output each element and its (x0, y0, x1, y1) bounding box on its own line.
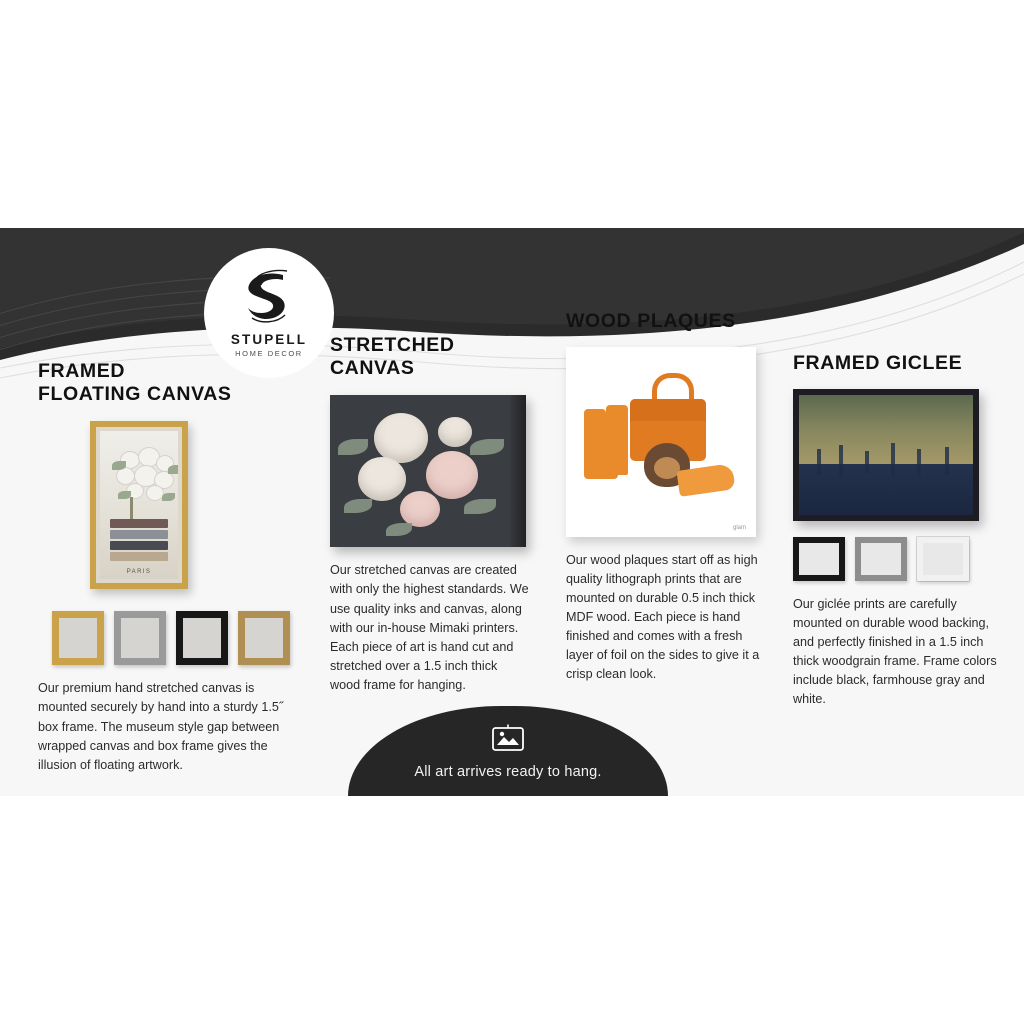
section-framed-floating-canvas (38, 360, 300, 775)
artwork-signature: glam (732, 524, 746, 531)
section-title-line2: CANVAS (330, 356, 415, 379)
section-title (330, 334, 530, 379)
gold-frame-swatch (52, 611, 104, 665)
gray-frame-swatch (855, 537, 907, 581)
banner-text: All art arrives ready to hang. (414, 764, 602, 780)
framed-picture-icon (348, 724, 668, 757)
section-description: Our premium hand stretched canvas is mounted securely by hand into a sturdy 1.5˝ box frame. The museum style gap between wrapped canvas and box frame gives the illusion of floating artwork. (38, 681, 284, 772)
ready-to-hang-banner (348, 706, 668, 796)
brand-subtitle: HOME DECOR (235, 348, 303, 358)
black-frame-swatch (793, 537, 845, 581)
section-description: Our wood plaques start off as high quality lithograph prints that are mounted on durable 0.5 inch thick MDF wood. Each piece is hand finished and comes with a fresh layer of foil on the sides to give it a crisp clean look. (566, 552, 760, 682)
section-stretched-canvas (330, 334, 530, 695)
stretched-canvas-artwork (330, 395, 526, 547)
brand-logo-badge (204, 248, 334, 378)
section-wood-plaques (566, 310, 766, 685)
black-frame-swatch (176, 611, 228, 665)
swoosh-s-logo-icon (239, 269, 299, 330)
section-title-line2: FLOATING CANVAS (38, 382, 232, 405)
section-title (566, 310, 766, 333)
section-title-line1: FRAMED (38, 360, 126, 382)
section-title-line1: FRAMED GICLEE (793, 352, 963, 374)
section-framed-giclee (793, 352, 998, 709)
framed-giclee-artwork (793, 389, 979, 521)
section-description: Our stretched canvas are created with only the highest standards. We use quality inks and canvas, along with our in-house Mimaki printers. Each piece of art is hand cut and stretched over a 1.5 inch thick wood frame for hanging. (330, 563, 529, 693)
white-frame-swatch (917, 537, 969, 581)
artwork-caption: PARIS (126, 569, 152, 576)
frame-color-swatches (52, 611, 300, 665)
brand-name: STUPELL (230, 331, 308, 347)
wood-plaque-artwork (566, 347, 756, 537)
section-title (793, 352, 998, 375)
giclee-frame-color-swatches (793, 537, 998, 581)
tan-frame-swatch (238, 611, 290, 665)
section-title-line1: STRETCHED (330, 334, 455, 356)
gray-frame-swatch (114, 611, 166, 665)
framed-floating-canvas-artwork (90, 421, 300, 589)
section-title-line1: WOOD PLAQUES (566, 310, 736, 332)
section-description: Our giclée prints are carefully mounted on durable wood backing, and perfectly finished in a 1.5 inch thick woodgrain frame. Frame colors include black, farmhouse gray and white. (793, 596, 997, 707)
